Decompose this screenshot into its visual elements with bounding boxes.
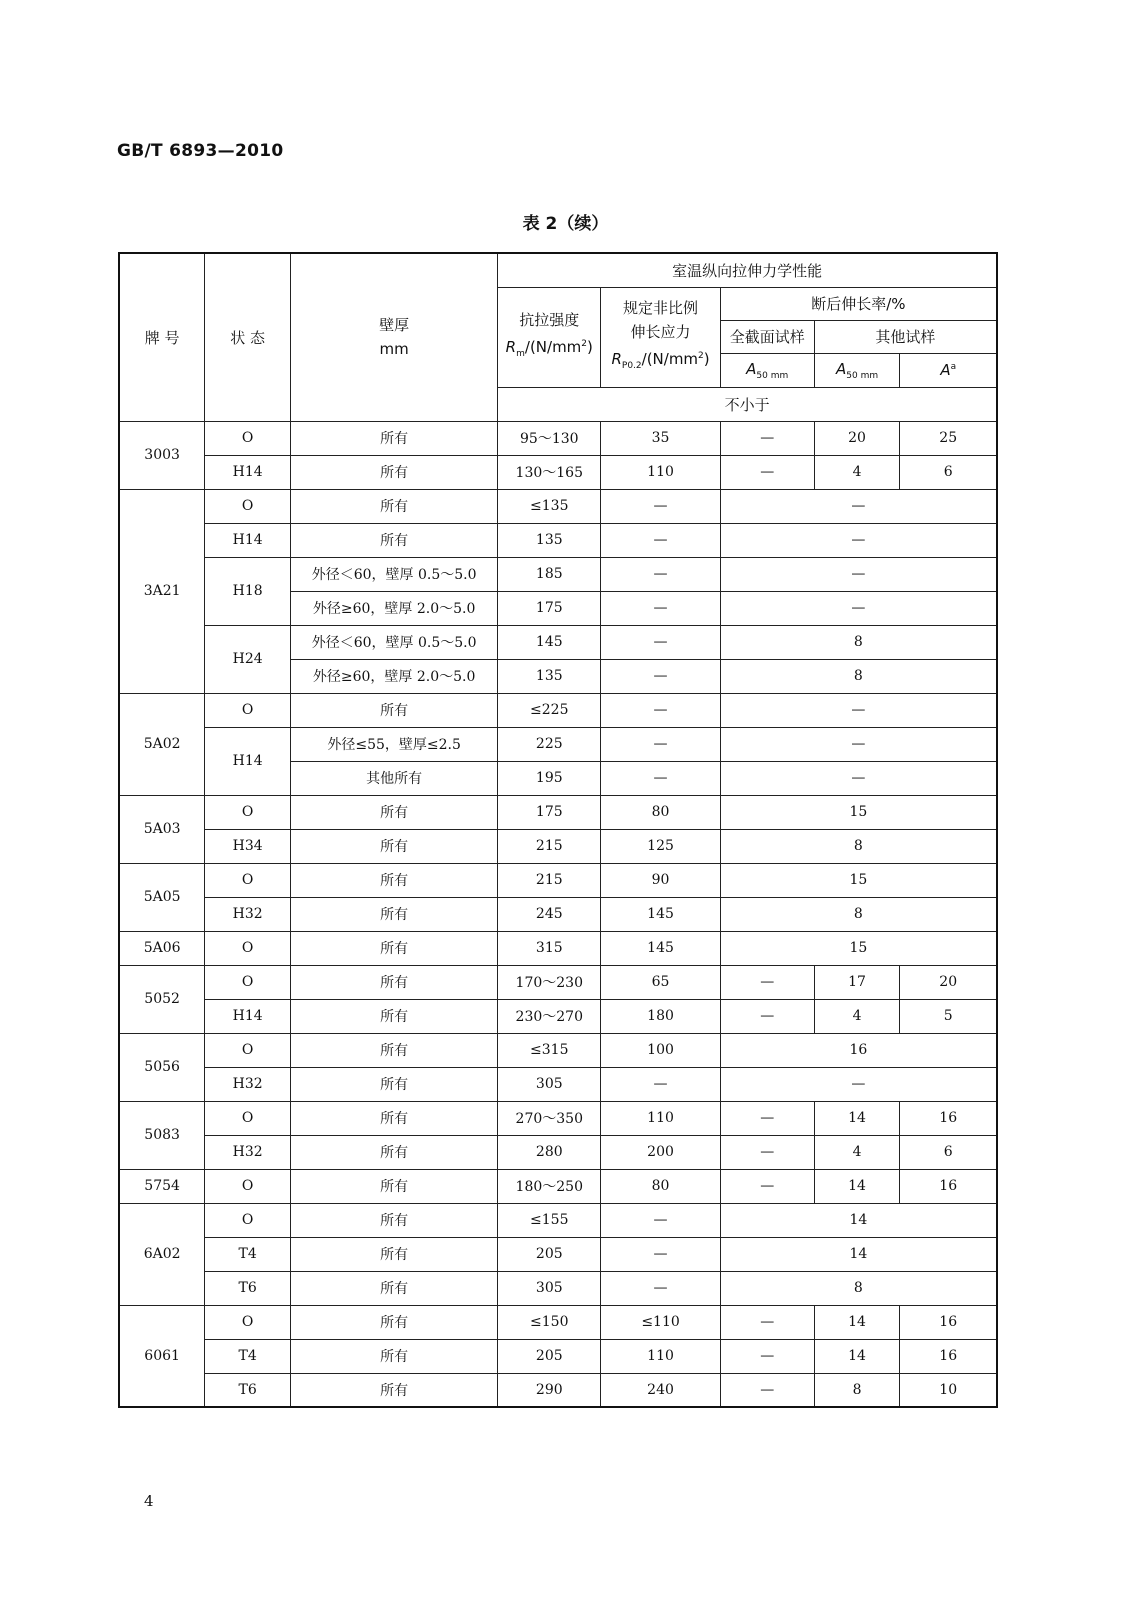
temper-cell: H14 bbox=[205, 999, 291, 1033]
temper-cell: O bbox=[205, 965, 291, 999]
tensile-strength-cell: 95～130 bbox=[498, 421, 601, 455]
wall-thickness-cell: 所有 bbox=[291, 523, 498, 557]
wall-thickness-cell: 所有 bbox=[291, 1203, 498, 1237]
tensile-strength-cell: 230～270 bbox=[498, 999, 601, 1033]
proof-stress-label-1: 规定非比例 bbox=[623, 299, 699, 317]
grade-cell: 6061 bbox=[119, 1305, 205, 1407]
tensile-strength-cell: 135 bbox=[498, 523, 601, 557]
proof-stress-cell: 125 bbox=[601, 829, 720, 863]
tensile-strength-cell: 180～250 bbox=[498, 1169, 601, 1203]
proof-stress-cell: — bbox=[601, 693, 720, 727]
elongation-other-a50-cell: 14 bbox=[814, 1305, 900, 1339]
tensile-strength-cell: ≤155 bbox=[498, 1203, 601, 1237]
wall-thickness-cell: 外径＜60，壁厚 0.5～5.0 bbox=[291, 557, 498, 591]
elongation-full-a50-cell: — bbox=[720, 455, 814, 489]
header-row-1 bbox=[119, 253, 997, 287]
grade-cell: 5754 bbox=[119, 1169, 205, 1203]
temper-cell: H32 bbox=[205, 1067, 291, 1101]
elongation-other-a50-cell: 14 bbox=[814, 1101, 900, 1135]
elongation-full-a50-cell: — bbox=[720, 1135, 814, 1169]
table-title: 表 2（续） bbox=[522, 214, 609, 234]
elongation-other-a50-cell: 14 bbox=[814, 1339, 900, 1373]
table-row bbox=[119, 829, 997, 863]
proof-stress-cell: — bbox=[601, 1067, 720, 1101]
proof-stress-cell: 180 bbox=[601, 999, 720, 1033]
wall-thickness-cell: 外径≤55，壁厚≤2.5 bbox=[291, 727, 498, 761]
elongation-full-a50-cell: — bbox=[720, 1339, 814, 1373]
tensile-strength-cell: 135 bbox=[498, 659, 601, 693]
grade-cell: 5052 bbox=[119, 965, 205, 1033]
wall-thickness-cell: 所有 bbox=[291, 1237, 498, 1271]
proof-stress-cell: 200 bbox=[601, 1135, 720, 1169]
table-row bbox=[119, 557, 997, 591]
temper-cell: O bbox=[205, 1305, 291, 1339]
col-header-elongation: 断后伸长率/% bbox=[720, 287, 997, 320]
elongation-other-a-cell: 6 bbox=[900, 1135, 997, 1169]
proof-stress-cell: — bbox=[601, 557, 720, 591]
wall-thickness-cell: 所有 bbox=[291, 829, 498, 863]
table-row bbox=[119, 999, 997, 1033]
table-row bbox=[119, 1169, 997, 1203]
elongation-other-a-cell: 16 bbox=[900, 1169, 997, 1203]
temper-cell: O bbox=[205, 489, 291, 523]
proof-stress-cell: 80 bbox=[601, 795, 720, 829]
temper-cell: T6 bbox=[205, 1271, 291, 1305]
tensile-strength-cell: 225 bbox=[498, 727, 601, 761]
temper-cell: T4 bbox=[205, 1339, 291, 1373]
table-row bbox=[119, 931, 997, 965]
proof-stress-cell: — bbox=[601, 591, 720, 625]
col-header-not-less-than: 不小于 bbox=[498, 387, 997, 421]
proof-stress-cell: 110 bbox=[601, 1101, 720, 1135]
elongation-cell: — bbox=[720, 1067, 997, 1101]
elongation-cell: 8 bbox=[720, 625, 997, 659]
tensile-strength-cell: 185 bbox=[498, 557, 601, 591]
proof-stress-cell: 145 bbox=[601, 897, 720, 931]
elongation-other-a-cell: 10 bbox=[900, 1373, 997, 1407]
wall-thickness-cell: 所有 bbox=[291, 1033, 498, 1067]
mechanical-properties-table bbox=[118, 252, 998, 1408]
table-row bbox=[119, 1271, 997, 1305]
proof-stress-cell: — bbox=[601, 523, 720, 557]
elongation-other-a50-cell: 20 bbox=[814, 421, 900, 455]
table-row bbox=[119, 1203, 997, 1237]
elongation-other-a50-cell: 4 bbox=[814, 455, 900, 489]
elongation-cell: 15 bbox=[720, 863, 997, 897]
wall-thickness-cell: 外径≥60，壁厚 2.0～5.0 bbox=[291, 591, 498, 625]
temper-cell: H18 bbox=[205, 557, 291, 625]
temper-cell: O bbox=[205, 795, 291, 829]
col-header-proof-stress bbox=[601, 287, 720, 387]
wall-thickness-cell: 所有 bbox=[291, 455, 498, 489]
proof-stress-cell: — bbox=[601, 1271, 720, 1305]
elongation-full-a50-cell: — bbox=[720, 1305, 814, 1339]
col-header-wall-thickness bbox=[291, 253, 498, 421]
table-row bbox=[119, 489, 997, 523]
elongation-other-a-cell: 20 bbox=[900, 965, 997, 999]
elongation-cell: 8 bbox=[720, 659, 997, 693]
elongation-cell: 16 bbox=[720, 1033, 997, 1067]
grade-cell: 5083 bbox=[119, 1101, 205, 1169]
proof-stress-cell: 65 bbox=[601, 965, 720, 999]
wall-thickness-cell: 所有 bbox=[291, 1169, 498, 1203]
temper-cell: H34 bbox=[205, 829, 291, 863]
temper-cell: H14 bbox=[205, 727, 291, 795]
table-row bbox=[119, 1339, 997, 1373]
grade-cell: 6A02 bbox=[119, 1203, 205, 1305]
proof-stress-cell: 110 bbox=[601, 1339, 720, 1373]
tensile-strength-cell: 175 bbox=[498, 795, 601, 829]
grade-cell: 3003 bbox=[119, 421, 205, 489]
elongation-cell: — bbox=[720, 489, 997, 523]
wall-thickness-cell: 所有 bbox=[291, 897, 498, 931]
tensile-strength-cell: 145 bbox=[498, 625, 601, 659]
table-row bbox=[119, 455, 997, 489]
proof-stress-cell: 100 bbox=[601, 1033, 720, 1067]
tensile-strength-cell: 175 bbox=[498, 591, 601, 625]
grade-cell: 5056 bbox=[119, 1033, 205, 1101]
temper-cell: O bbox=[205, 693, 291, 727]
tensile-strength-cell: ≤150 bbox=[498, 1305, 601, 1339]
table-row bbox=[119, 523, 997, 557]
temper-cell: H32 bbox=[205, 897, 291, 931]
wall-thickness-cell: 所有 bbox=[291, 1067, 498, 1101]
wall-thickness-cell: 所有 bbox=[291, 1373, 498, 1407]
tensile-strength-label: 抗拉强度 bbox=[519, 311, 580, 329]
tensile-strength-cell: 315 bbox=[498, 931, 601, 965]
wall-thickness-cell: 所有 bbox=[291, 1271, 498, 1305]
wall-thickness-cell: 所有 bbox=[291, 999, 498, 1033]
col-header-full-a50: $A_{50 mm}$ bbox=[720, 353, 814, 387]
elongation-cell: 14 bbox=[720, 1203, 997, 1237]
elongation-full-a50-cell: — bbox=[720, 1101, 814, 1135]
proof-stress-cell: — bbox=[601, 1237, 720, 1271]
table-row bbox=[119, 897, 997, 931]
wall-thickness-label: 壁厚 bbox=[379, 316, 410, 335]
col-header-full-section: 全截面试样 bbox=[720, 320, 814, 353]
temper-cell: O bbox=[205, 1101, 291, 1135]
table-row bbox=[119, 965, 997, 999]
tensile-strength-cell: 270～350 bbox=[498, 1101, 601, 1135]
table-row bbox=[119, 1237, 997, 1271]
wall-thickness-cell: 其他所有 bbox=[291, 761, 498, 795]
elongation-full-a50-cell: — bbox=[720, 421, 814, 455]
tensile-strength-cell: 195 bbox=[498, 761, 601, 795]
tensile-strength-cell: 205 bbox=[498, 1237, 601, 1271]
elongation-cell: — bbox=[720, 591, 997, 625]
tensile-strength-cell: 290 bbox=[498, 1373, 601, 1407]
elongation-cell: — bbox=[720, 557, 997, 591]
col-header-other-specimens: 其他试样 bbox=[814, 320, 997, 353]
wall-thickness-cell: 所有 bbox=[291, 1305, 498, 1339]
table-body bbox=[119, 253, 997, 1407]
elongation-full-a50-cell: — bbox=[720, 965, 814, 999]
elongation-cell: 8 bbox=[720, 1271, 997, 1305]
wall-thickness-unit: mm bbox=[379, 340, 409, 359]
proof-stress-unit-line: $R_{P0.2}/(N/mm^2)$ bbox=[611, 350, 710, 371]
elongation-other-a-cell: 5 bbox=[900, 999, 997, 1033]
elongation-other-a-cell: 16 bbox=[900, 1339, 997, 1373]
tensile-strength-cell: 170～230 bbox=[498, 965, 601, 999]
temper-cell: T4 bbox=[205, 1237, 291, 1271]
proof-stress-cell: 80 bbox=[601, 1169, 720, 1203]
table-row bbox=[119, 1373, 997, 1407]
wall-thickness-cell: 所有 bbox=[291, 693, 498, 727]
col-header-grade: 牌 号 bbox=[119, 253, 205, 421]
tensile-strength-cell: 215 bbox=[498, 863, 601, 897]
tensile-strength-cell: 205 bbox=[498, 1339, 601, 1373]
elongation-other-a50-cell: 4 bbox=[814, 999, 900, 1033]
wall-thickness-cell: 所有 bbox=[291, 931, 498, 965]
wall-thickness-cell: 所有 bbox=[291, 795, 498, 829]
temper-cell: T6 bbox=[205, 1373, 291, 1407]
tensile-strength-cell: ≤135 bbox=[498, 489, 601, 523]
temper-cell: H14 bbox=[205, 523, 291, 557]
elongation-other-a-cell: 25 bbox=[900, 421, 997, 455]
table-row bbox=[119, 421, 997, 455]
elongation-other-a-cell: 16 bbox=[900, 1101, 997, 1135]
proof-stress-cell: — bbox=[601, 489, 720, 523]
proof-stress-cell: 240 bbox=[601, 1373, 720, 1407]
tensile-strength-cell: ≤315 bbox=[498, 1033, 601, 1067]
tensile-strength-cell: 245 bbox=[498, 897, 601, 931]
elongation-cell: 8 bbox=[720, 829, 997, 863]
tensile-strength-cell: 280 bbox=[498, 1135, 601, 1169]
grade-cell: 3A21 bbox=[119, 489, 205, 693]
temper-cell: O bbox=[205, 1169, 291, 1203]
elongation-other-a50-cell: 17 bbox=[814, 965, 900, 999]
wall-thickness-cell: 所有 bbox=[291, 863, 498, 897]
proof-stress-label-2: 伸长应力 bbox=[630, 323, 691, 341]
tensile-strength-cell: 305 bbox=[498, 1271, 601, 1305]
proof-stress-cell: — bbox=[601, 625, 720, 659]
tensile-strength-cell: 130～165 bbox=[498, 455, 601, 489]
wall-thickness-cell: 所有 bbox=[291, 489, 498, 523]
elongation-cell: 8 bbox=[720, 897, 997, 931]
grade-cell: 5A03 bbox=[119, 795, 205, 863]
elongation-cell: — bbox=[720, 727, 997, 761]
temper-cell: H24 bbox=[205, 625, 291, 693]
elongation-cell: — bbox=[720, 693, 997, 727]
table-row bbox=[119, 1135, 997, 1169]
col-header-other-a: $A^a$ bbox=[900, 353, 997, 387]
tensile-strength-cell: 305 bbox=[498, 1067, 601, 1101]
proof-stress-cell: — bbox=[601, 761, 720, 795]
elongation-full-a50-cell: — bbox=[720, 1373, 814, 1407]
table-row bbox=[119, 1305, 997, 1339]
proof-stress-cell: — bbox=[601, 727, 720, 761]
elongation-other-a-cell: 6 bbox=[900, 455, 997, 489]
temper-cell: O bbox=[205, 1203, 291, 1237]
wall-thickness-cell: 所有 bbox=[291, 1339, 498, 1373]
tensile-strength-cell: 215 bbox=[498, 829, 601, 863]
elongation-cell: — bbox=[720, 523, 997, 557]
grade-cell: 5A06 bbox=[119, 931, 205, 965]
wall-thickness-cell: 所有 bbox=[291, 965, 498, 999]
col-header-temper: 状 态 bbox=[205, 253, 291, 421]
table-row bbox=[119, 795, 997, 829]
temper-cell: H14 bbox=[205, 455, 291, 489]
proof-stress-cell: — bbox=[601, 659, 720, 693]
elongation-other-a-cell: 16 bbox=[900, 1305, 997, 1339]
proof-stress-cell: 35 bbox=[601, 421, 720, 455]
wall-thickness-cell: 外径＜60，壁厚 0.5～5.0 bbox=[291, 625, 498, 659]
temper-cell: O bbox=[205, 1033, 291, 1067]
table-row bbox=[119, 693, 997, 727]
proof-stress-cell: ≤110 bbox=[601, 1305, 720, 1339]
proof-stress-cell: 110 bbox=[601, 455, 720, 489]
standard-code: GB/T 6893—2010 bbox=[117, 141, 284, 161]
table-row bbox=[119, 727, 997, 761]
elongation-other-a50-cell: 8 bbox=[814, 1373, 900, 1407]
elongation-other-a50-cell: 14 bbox=[814, 1169, 900, 1203]
tensile-strength-unit-line: $R_m/(N/mm^2)$ bbox=[505, 338, 593, 359]
table-row bbox=[119, 1101, 997, 1135]
temper-cell: H32 bbox=[205, 1135, 291, 1169]
col-header-group: 室温纵向拉伸力学性能 bbox=[498, 253, 997, 287]
proof-stress-cell: — bbox=[601, 1203, 720, 1237]
wall-thickness-cell: 所有 bbox=[291, 421, 498, 455]
grade-cell: 5A05 bbox=[119, 863, 205, 931]
elongation-cell: 15 bbox=[720, 795, 997, 829]
col-header-other-a50: $A_{50 mm}$ bbox=[814, 353, 900, 387]
temper-cell: O bbox=[205, 931, 291, 965]
temper-cell: O bbox=[205, 863, 291, 897]
grade-cell: 5A02 bbox=[119, 693, 205, 795]
elongation-full-a50-cell: — bbox=[720, 1169, 814, 1203]
col-header-tensile-strength bbox=[498, 287, 601, 387]
wall-thickness-cell: 所有 bbox=[291, 1101, 498, 1135]
table-row bbox=[119, 1033, 997, 1067]
elongation-full-a50-cell: — bbox=[720, 999, 814, 1033]
tensile-strength-cell: ≤225 bbox=[498, 693, 601, 727]
wall-thickness-cell: 所有 bbox=[291, 1135, 498, 1169]
table-row bbox=[119, 1067, 997, 1101]
elongation-cell: — bbox=[720, 761, 997, 795]
table-row bbox=[119, 625, 997, 659]
elongation-cell: 14 bbox=[720, 1237, 997, 1271]
elongation-cell: 15 bbox=[720, 931, 997, 965]
elongation-other-a50-cell: 4 bbox=[814, 1135, 900, 1169]
proof-stress-cell: 90 bbox=[601, 863, 720, 897]
proof-stress-cell: 145 bbox=[601, 931, 720, 965]
wall-thickness-cell: 外径≥60，壁厚 2.0～5.0 bbox=[291, 659, 498, 693]
page-number: 4 bbox=[144, 1492, 154, 1510]
table-row bbox=[119, 863, 997, 897]
temper-cell: O bbox=[205, 421, 291, 455]
